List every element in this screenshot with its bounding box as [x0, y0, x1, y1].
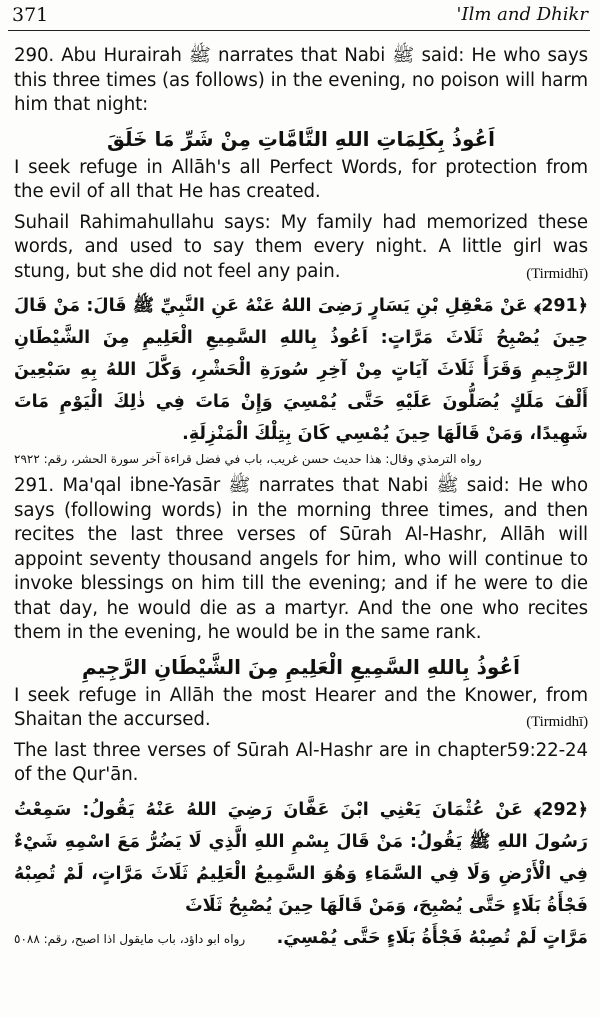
- page-body: [14, 44, 588, 955]
- hadith-292-arabic: ﴿292﴾ عَنْ عُثْمَانَ يَعْنِي ابْنَ عَفَّانَ رَضِيَ اللهُ عَنْهُ يَقُولُ: سَمِعْتُ رَسُولَ اللهِ ﷺ يَقُولُ: مَنْ قَالَ بِسْمِ اللهِ الَّذِي لَا يَضُرُّ مَعَ اسْمِهِ شَيْءٌ فِي الْأَرْضِ وَلَا فِي السَّمَاءِ وَهُوَ السَّمِيعُ الْعَلِيمُ ثَلَاثَ مَرَّاتٍ، لَمْ تُصِبْهُ فَجْأَةُ بَلَاءٍ حَتَّى يُصْبِحَ، وَمَنْ قَالَهَا حِينَ يُصْبِحُ ثَلَاثَ: [14, 799, 588, 916]
- hadith-292-arabic-source: رواه ابو داؤد، باب مايقول اذا اصبح، رقم: ٥٠٨٨: [14, 931, 246, 946]
- hadith-291-text: 291. Ma'qal ibne-Yasār ﷺ narrates that Nabi ﷺ said: He who says (following words) in the morning three times, and then recites the last three verses of Sūrah Al-Hashr, Allāh will appoint seventy thousand angels for him, who will continue to invoke blessings on him till the evening; and if he were to die that day, he would die as a martyr. And the one who recites them in the evening, he would be in the same rank.: [14, 475, 589, 643]
- hadith-290-note-text: Suhail Rahimahullahu says: My family had memorized these words, and used to say them every night. A little girl was stung, but she did not feel any pain.: [14, 211, 588, 282]
- hadith-290-translation: I seek refuge in Allāh's all Perfect Words, for protection from the evil of all that He has created.: [14, 156, 588, 202]
- page-header: [8, 0, 590, 31]
- page-number: 371: [12, 4, 49, 26]
- hadith-290-arabic-dua: اَعُوذُ بِكَلِمَاتِ اللهِ التَّامَّاتِ مِنْ شَرِّ مَا خَلَقَ: [106, 126, 496, 151]
- hadith-291-note: The last three verses of Sūrah Al-Hashr are in chapter59:22-24 of the Qur'ān.: [14, 739, 588, 785]
- hadith-291-arabic: ﴿291﴾ عَنْ مَعْقِلِ بْنِ يَسَارٍ رَضِىَ اللهُ عَنْهُ عَنِ النَّبِيِّ ﷺ قَالَ: مَنْ قَالَ حِينَ يُصْبِحُ ثَلَاثَ مَرَّاتٍ: اَعُوذُ بِاللهِ السَّمِيعِ الْعَلِيمِ مِنَ الشَّيْطَانِ الرَّجِيمِ وَقَرَأَ ثَلَاثَ آيَاتٍ مِنْ آخِرِ سُورَةِ الْحَشْرِ، وَكَّلَ اللهُ بِهِ سَبْعِينَ أَلْفَ مَلَكٍ يُصَلُّونَ عَلَيْهِ حَتَّى يُمْسِيَ وَإِنْ مَاتَ فِي ذٰلِكَ الْيَوْمِ مَاتَ شَهِيدًا، وَمَنْ قَالَهَا حِينَ يُمْسِي كَانَ بِتِلْكَ الْمَنْزِلَةِ.: [14, 296, 588, 444]
- hadith-291-reference: (Tirmidhī): [526, 714, 588, 730]
- hadith-291-arabic-source: رواه الترمذي وقال: هذا حديث حسن غريب، باب في فضل قراءة آخر سورة الحشر، رقم: ٢٩٢٢: [14, 452, 482, 466]
- hadith-290-note: [14, 211, 588, 285]
- hadith-292-arabic-end: مَرَّاتٍ لَمْ تُصِبْهُ فَجْأَةُ بَلَاءٍ حَتَّى يُمْسِيَ.: [276, 927, 588, 948]
- hadith-290-reference: (Tirmidhī): [526, 265, 588, 282]
- running-title: 'Ilm and Dhikr: [456, 4, 588, 25]
- hadith-292-last-line: [14, 922, 588, 955]
- hadith-290-text: 290. Abu Hurairah ﷺ narrates that Nabi ﷺ said: He who says this three times (as follows) in the evening, no poison will harm him that night:: [14, 45, 588, 115]
- hadith-291-translation: I seek refuge in Allāh the most Hearer and the Knower, from Shaitan the accursed.: [14, 684, 588, 730]
- hadith-291-arabic-dua: اَعُوذُ بِاللهِ السَّمِيعِ الْعَلِيمِ مِنَ الشَّيْطَانِ الرَّجِيمِ: [82, 654, 520, 679]
- hadith-291-translation-para: [14, 684, 588, 733]
